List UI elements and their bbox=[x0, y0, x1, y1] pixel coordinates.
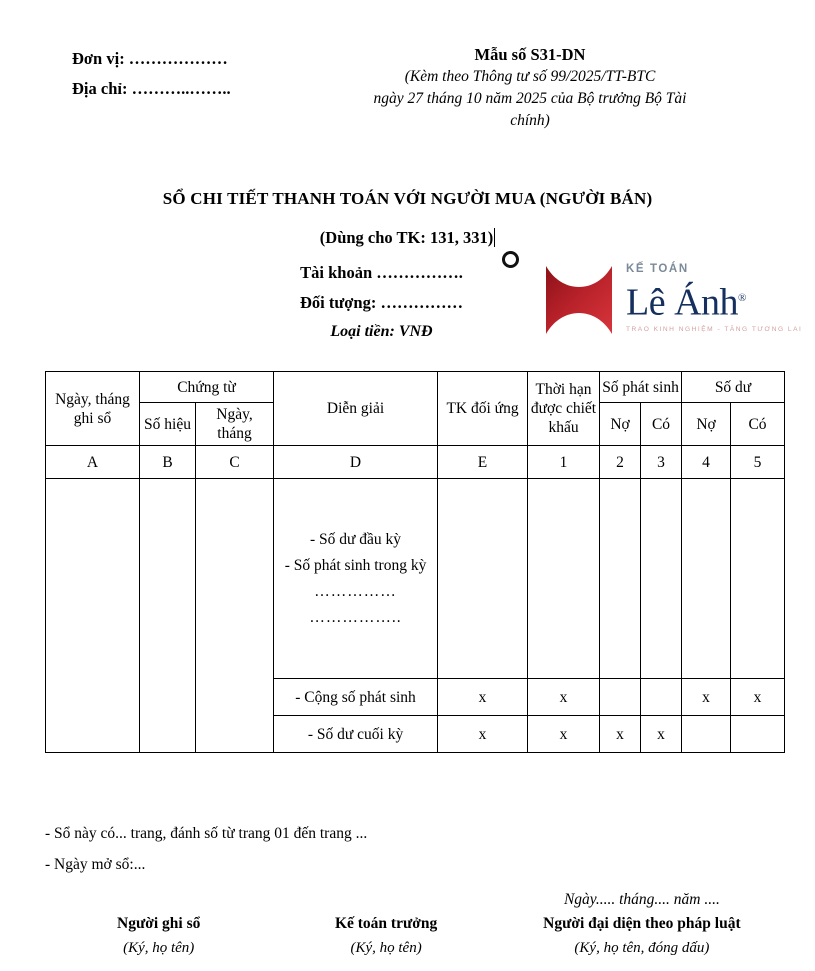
column-letter-1: 1 bbox=[528, 446, 600, 479]
closing-discount-term: x bbox=[528, 716, 600, 753]
unit-label: Đơn vị: ……………… bbox=[72, 49, 228, 68]
logo-text-block bbox=[626, 262, 803, 336]
unit-block bbox=[72, 44, 342, 104]
form-code: Mẫu số S31-DN bbox=[474, 45, 586, 64]
company-logo bbox=[540, 262, 803, 344]
cell-arising-credit[interactable] bbox=[641, 479, 682, 679]
document-header bbox=[0, 44, 815, 149]
total-label-closing: - Số dư cuối kỳ bbox=[274, 716, 438, 753]
header-contra-account: TK đối ứng bbox=[438, 372, 528, 446]
note-pages: - Sổ này có... trang, đánh số từ trang 01 đến trang ... bbox=[45, 825, 368, 842]
signature-column-legal-representative bbox=[500, 888, 784, 960]
table-body-row bbox=[46, 479, 785, 679]
closing-balance-debit bbox=[682, 716, 731, 753]
signature-role-chief-accountant: Kế toán trưởng bbox=[334, 915, 438, 932]
entry-dots-2: …………….. bbox=[309, 608, 402, 626]
closing-arising-credit: x bbox=[641, 716, 682, 753]
text-caret bbox=[494, 228, 495, 247]
circular-line-1: (Kèm theo Thông tư số 99/2025/TT-BTC bbox=[404, 68, 656, 85]
cell-arising-debit[interactable] bbox=[600, 479, 641, 679]
column-letter-d: D bbox=[274, 446, 438, 479]
circular-line-3: chính) bbox=[510, 112, 550, 129]
column-letter-row bbox=[46, 446, 785, 479]
closing-contra-account: x bbox=[438, 716, 528, 753]
column-letter-5: 5 bbox=[731, 446, 785, 479]
signature-date-line: Ngày..... tháng.... năm .... bbox=[563, 891, 720, 908]
cell-description-entries[interactable] bbox=[274, 479, 438, 679]
cell-contra-account[interactable] bbox=[438, 479, 528, 679]
address-label: Địa chỉ: ………..…….. bbox=[72, 79, 231, 98]
total-arising-discount-term: x bbox=[528, 679, 600, 716]
header-arising-group: Số phát sinh bbox=[600, 372, 682, 403]
form-reference-block bbox=[330, 44, 730, 132]
column-letter-4: 4 bbox=[682, 446, 731, 479]
signature-column-chief-accountant bbox=[272, 888, 499, 960]
signature-block bbox=[45, 888, 784, 960]
signature-hint-chief-accountant: (Ký, họ tên) bbox=[350, 940, 422, 956]
page-subtitle bbox=[0, 228, 815, 248]
registered-mark-icon: ® bbox=[738, 292, 746, 304]
signature-hint-legal-representative: (Ký, họ tên, đóng dấu) bbox=[574, 940, 710, 956]
signature-column-recorder bbox=[45, 888, 272, 960]
column-letter-b: B bbox=[140, 446, 196, 479]
column-letter-2: 2 bbox=[600, 446, 641, 479]
logo-name bbox=[626, 277, 780, 324]
column-letter-a: A bbox=[46, 446, 140, 479]
page-title: SỔ CHI TIẾT THANH TOÁN VỚI NGƯỜI MUA (NGƯỜI BÁN) bbox=[162, 189, 653, 208]
currency-label: Loại tiền: VNĐ bbox=[330, 323, 433, 340]
header-balance-credit: Có bbox=[731, 403, 785, 446]
signature-hint-recorder: (Ký, họ tên) bbox=[123, 940, 195, 956]
entry-opening-balance: - Số dư đầu kỳ bbox=[309, 530, 402, 548]
cursor-ring-indicator bbox=[502, 251, 519, 268]
header-discount-term: Thời hạn được chiết khấu bbox=[528, 372, 600, 446]
page-subtitle-text: (Dùng cho TK: 131, 331) bbox=[319, 228, 494, 247]
signature-role-recorder: Người ghi sổ bbox=[117, 915, 201, 932]
header-arising-debit: Nợ bbox=[600, 403, 641, 446]
header-balance-debit: Nợ bbox=[682, 403, 731, 446]
total-arising-credit bbox=[641, 679, 682, 716]
column-letter-c: C bbox=[196, 446, 274, 479]
cell-date-record[interactable] bbox=[46, 479, 140, 753]
header-arising-credit: Có bbox=[641, 403, 682, 446]
header-voucher-group: Chứng từ bbox=[140, 372, 274, 403]
column-letter-e: E bbox=[438, 446, 528, 479]
logo-tagline: TRAO KINH NGHIỆM - TĂNG TƯƠNG LAI bbox=[626, 325, 803, 333]
account-label: Tài khoản ……………. bbox=[300, 263, 463, 282]
logo-kicker: KẾ TOÁN bbox=[626, 263, 689, 275]
header-description: Diễn giải bbox=[274, 372, 438, 446]
total-label-arising: - Cộng số phát sinh bbox=[274, 679, 438, 716]
total-arising-contra-account: x bbox=[438, 679, 528, 716]
header-voucher-number: Số hiệu bbox=[140, 403, 196, 446]
closing-arising-debit: x bbox=[600, 716, 641, 753]
total-arising-balance-credit: x bbox=[731, 679, 785, 716]
entry-period-arising: - Số phát sinh trong kỳ bbox=[284, 556, 427, 574]
total-arising-balance-debit: x bbox=[682, 679, 731, 716]
note-open-date: - Ngày mở sổ:... bbox=[45, 856, 146, 873]
cell-discount-term[interactable] bbox=[528, 479, 600, 679]
column-letter-3: 3 bbox=[641, 446, 682, 479]
signature-role-legal-representative: Người đại diện theo pháp luật bbox=[543, 915, 741, 932]
table-header-row-1 bbox=[46, 372, 785, 403]
subject-label: Đối tượng: …………… bbox=[300, 293, 463, 312]
total-arising-debit bbox=[600, 679, 641, 716]
logo-bowtie-icon bbox=[540, 264, 618, 336]
cell-balance-debit[interactable] bbox=[682, 479, 731, 679]
cell-balance-credit[interactable] bbox=[731, 479, 785, 679]
cell-voucher-date[interactable] bbox=[196, 479, 274, 753]
entry-dots-1: …………… bbox=[314, 582, 397, 600]
closing-balance-credit bbox=[731, 716, 785, 753]
header-date-record: Ngày, tháng ghi sổ bbox=[46, 372, 140, 446]
header-balance-group: Số dư bbox=[682, 372, 785, 403]
circular-line-2: ngày 27 tháng 10 năm 2025 của Bộ trưởng Bộ Tài bbox=[373, 90, 687, 107]
logo-name-text: Lê Ánh bbox=[626, 281, 739, 324]
footer-notes bbox=[45, 818, 745, 880]
cell-voucher-number[interactable] bbox=[140, 479, 196, 753]
ledger-table bbox=[45, 371, 785, 753]
header-voucher-date: Ngày, tháng bbox=[196, 403, 274, 446]
